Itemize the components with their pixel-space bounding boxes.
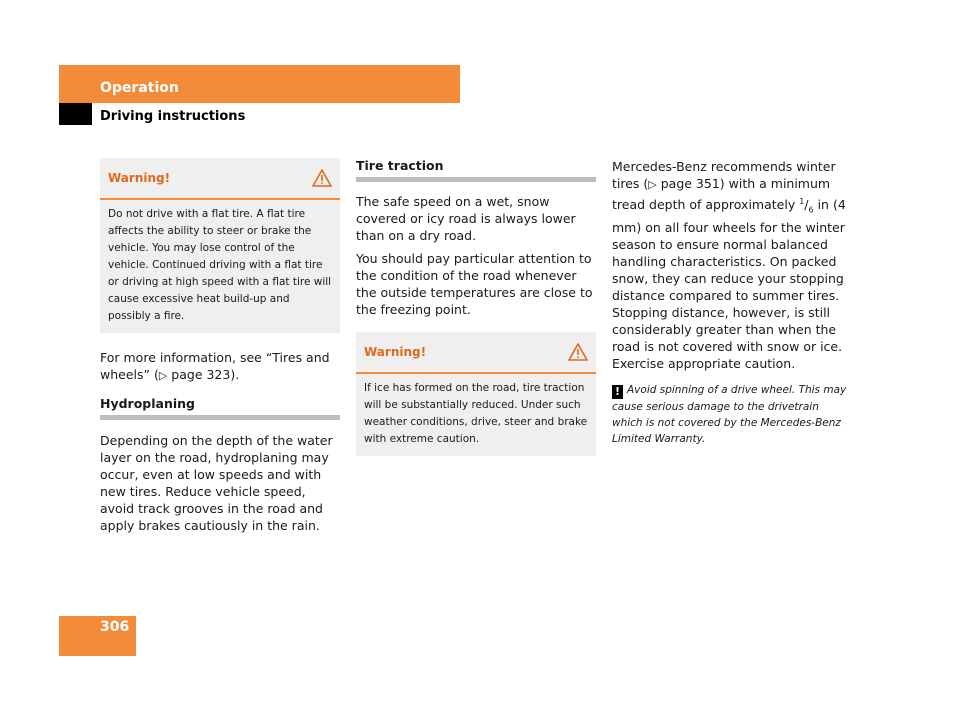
section-header: Operation bbox=[100, 80, 179, 96]
warning-label: Warning! bbox=[108, 171, 171, 185]
exclamation-icon: ! bbox=[612, 385, 623, 399]
more-info-text: For more information, see “Tires and wheels” (▷ page 323). bbox=[100, 350, 330, 382]
warning-header bbox=[356, 332, 596, 374]
traction-paragraph-1: The safe speed on a wet, snow covered or icy road is always lower than on a dry road. bbox=[356, 194, 576, 243]
warning-label: Warning! bbox=[364, 345, 427, 359]
column-middle bbox=[356, 158, 596, 456]
fraction-one-sixth: $^1/_6$ bbox=[799, 197, 814, 215]
tire-traction-heading: Tire traction bbox=[356, 158, 596, 182]
column-right bbox=[612, 158, 852, 447]
warning-triangle-icon bbox=[312, 169, 332, 187]
traction-paragraph-2: You should pay particular attention to the condition of the road whenever the outside temperatures are close to the freezing point. bbox=[356, 251, 593, 317]
hydroplaning-text: Depending on the depth of the water layer on the road, hydroplaning may occur, even at low speeds and with new tires. Reduce vehicle speed, avoid track grooves in the road and apply brakes cautiously in the rain. bbox=[100, 433, 333, 533]
column-left bbox=[100, 158, 340, 534]
page-subtitle: Driving instructions bbox=[100, 109, 246, 124]
warning-text: If ice has formed on the road, tire traction will be substantially reduced. Under such weather conditions, drive, steer and brake with extreme caution. bbox=[364, 382, 588, 445]
warning-box-ice bbox=[356, 332, 596, 456]
page-ref-arrow-icon: ▷ bbox=[158, 369, 168, 382]
warning-box-flat-tire bbox=[100, 158, 340, 333]
warning-header bbox=[100, 158, 340, 200]
caution-note: ! Avoid spinning of a drive wheel. This may cause serious damage to the drivetrain which is not covered by the Mercedes-Benz Limited Warranty. bbox=[612, 383, 847, 445]
winter-tires-text: Mercedes-Benz recommends winter tires (▷ page 351) with a minimum tread depth of approximately $^1/_6$ in (4 mm) on all four wheels for the winter season to ensure normal balanced handling characteristics. On packed snow, they can reduce your stopping distance compared to summer tires. Stopping distance, however, is still considerably greater than when the road is not covered with snow or ice. Exercise appropriate caution. bbox=[612, 159, 846, 371]
page-number: 306 bbox=[100, 619, 130, 635]
page-ref-arrow-icon: ▷ bbox=[648, 178, 657, 191]
warning-text: Do not drive with a flat tire. A flat tire affects the ability to steer or brake the vehicle. You may lose control of the vehicle. Continued driving with a flat tire or driving at high speed with a flat tire will cause excessive heat build-up and possibly a fire. bbox=[108, 208, 332, 322]
warning-triangle-icon bbox=[568, 343, 588, 361]
header-marker bbox=[59, 103, 92, 125]
hydroplaning-heading: Hydroplaning bbox=[100, 396, 340, 420]
